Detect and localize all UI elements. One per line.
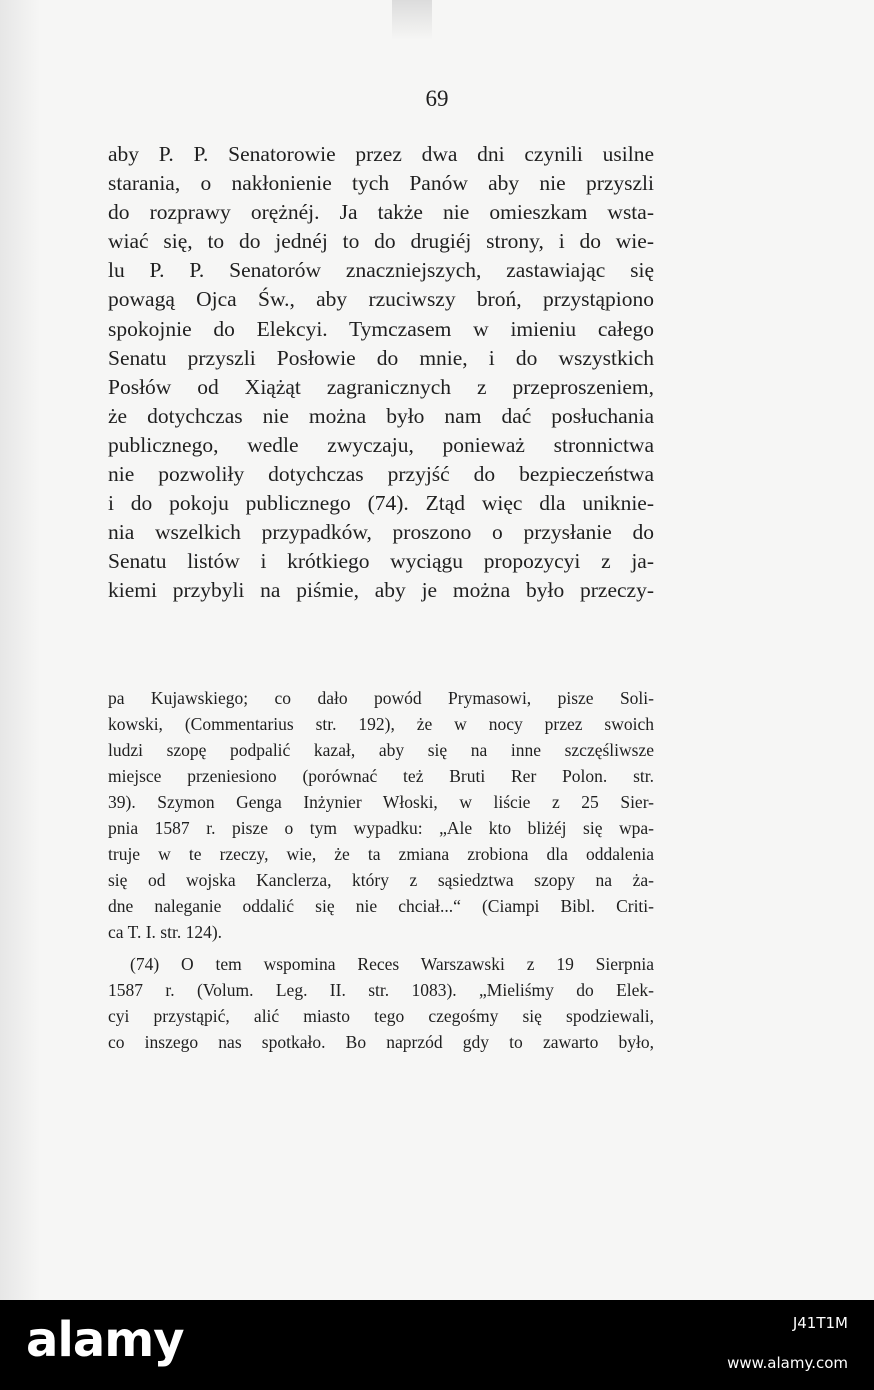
footnotes: [108, 685, 654, 1055]
page-edge-shadow: [0, 0, 40, 1300]
footnote-line: 39). Szymon Genga Inżynier Włoski, w liście z 25 Sier-: [108, 792, 654, 812]
text-line: do rozprawy orężnéj. Ja także nie omieszkam wsta-: [108, 200, 654, 225]
footnote-line: ludzi szopę podpalić kazał, aby się na inne szczęśliwsze: [108, 740, 654, 760]
text-line: kiemi przybyli na piśmie, aby je można było przeczy-: [108, 578, 654, 603]
alamy-logo: alamy: [26, 1312, 184, 1368]
footnote-line: kowski, (Commentarius str. 192), że w nocy przez swoich: [108, 714, 654, 734]
footnote-line: miejsce przeniesiono (porównać też Bruti Rer Polon. str.: [108, 766, 654, 786]
text-line: starania, o nakłonienie tych Panów aby nie przyszli: [108, 171, 654, 196]
text-line: publicznego, wedle zwyczaju, ponieważ stronnictwa: [108, 432, 654, 457]
text-line: nie pozwoliły dotychczas przyjść do bezpieczeństwa: [108, 462, 654, 487]
binding-shadow: [392, 0, 432, 40]
text-line: wiać się, to do jednéj to do drugiéj strony, i do wie-: [108, 229, 654, 254]
footnote-line: truje w te rzeczy, wie, że ta zmiana zrobiona dla oddalenia: [108, 844, 654, 864]
text-line: że dotychczas nie można było nam dać posłuchania: [108, 403, 654, 428]
footnote-line: ca T. I. str. 124).: [108, 922, 223, 942]
text-line: aby P. P. Senatorowie przez dwa dni czynili usilne: [108, 142, 654, 166]
footnote-line: się od wojska Kanclerza, który z sąsiedztwa szopy na ża-: [108, 870, 654, 890]
text-line: spokojnie do Elekcyi. Tymczasem w imieniu całego: [108, 316, 654, 341]
text-line: i do pokoju publicznego (74). Ztąd więc dla uniknie-: [108, 491, 654, 516]
text-line: Posłów od Xiążąt zagranicznych z przeproszeniem,: [108, 374, 654, 399]
footnote-line: pa Kujawskiego; co dało powód Prymasowi, pisze Soli-: [108, 688, 654, 708]
stock-image-id: J41T1M: [792, 1314, 848, 1332]
footnote-line: co inszego nas spotkało. Bo naprzód gdy to zawarto było,: [108, 1032, 654, 1052]
text-line: powagą Ojca Św., aby rzuciwszy broń, przystąpiono: [108, 287, 654, 312]
page-number: 69: [425, 86, 449, 111]
main-text: [108, 140, 654, 606]
footnote-line: dne naleganie oddalić się nie chciał...“ (Ciampi Bibl. Criti-: [108, 896, 654, 916]
footnote-line: (74) O tem wspomina Reces Warszawski z 19 Sierpnia: [130, 954, 654, 974]
footnote-line: 1587 r. (Volum. Leg. II. str. 1083). „Mieliśmy do Elek-: [108, 980, 654, 1000]
site-url: www.alamy.com: [727, 1354, 848, 1372]
text-line: nia wszelkich przypadków, proszono o przysłanie do: [108, 520, 654, 545]
text-line: Senatu przyszli Posłowie do mnie, i do wszystkich: [108, 345, 654, 370]
text-line: Senatu listów i krótkiego wyciągu propozycyi z ja-: [108, 549, 654, 574]
footnote-line: cyi przystąpić, alić miasto tego czegośmy się spodziewali,: [108, 1006, 654, 1026]
text-line: lu P. P. Senatorów znaczniejszych, zastawiając się: [108, 258, 654, 283]
footnote-line: pnia 1587 r. pisze o tym wypadku: „Ale kto bliżéj się wpa-: [108, 818, 654, 838]
